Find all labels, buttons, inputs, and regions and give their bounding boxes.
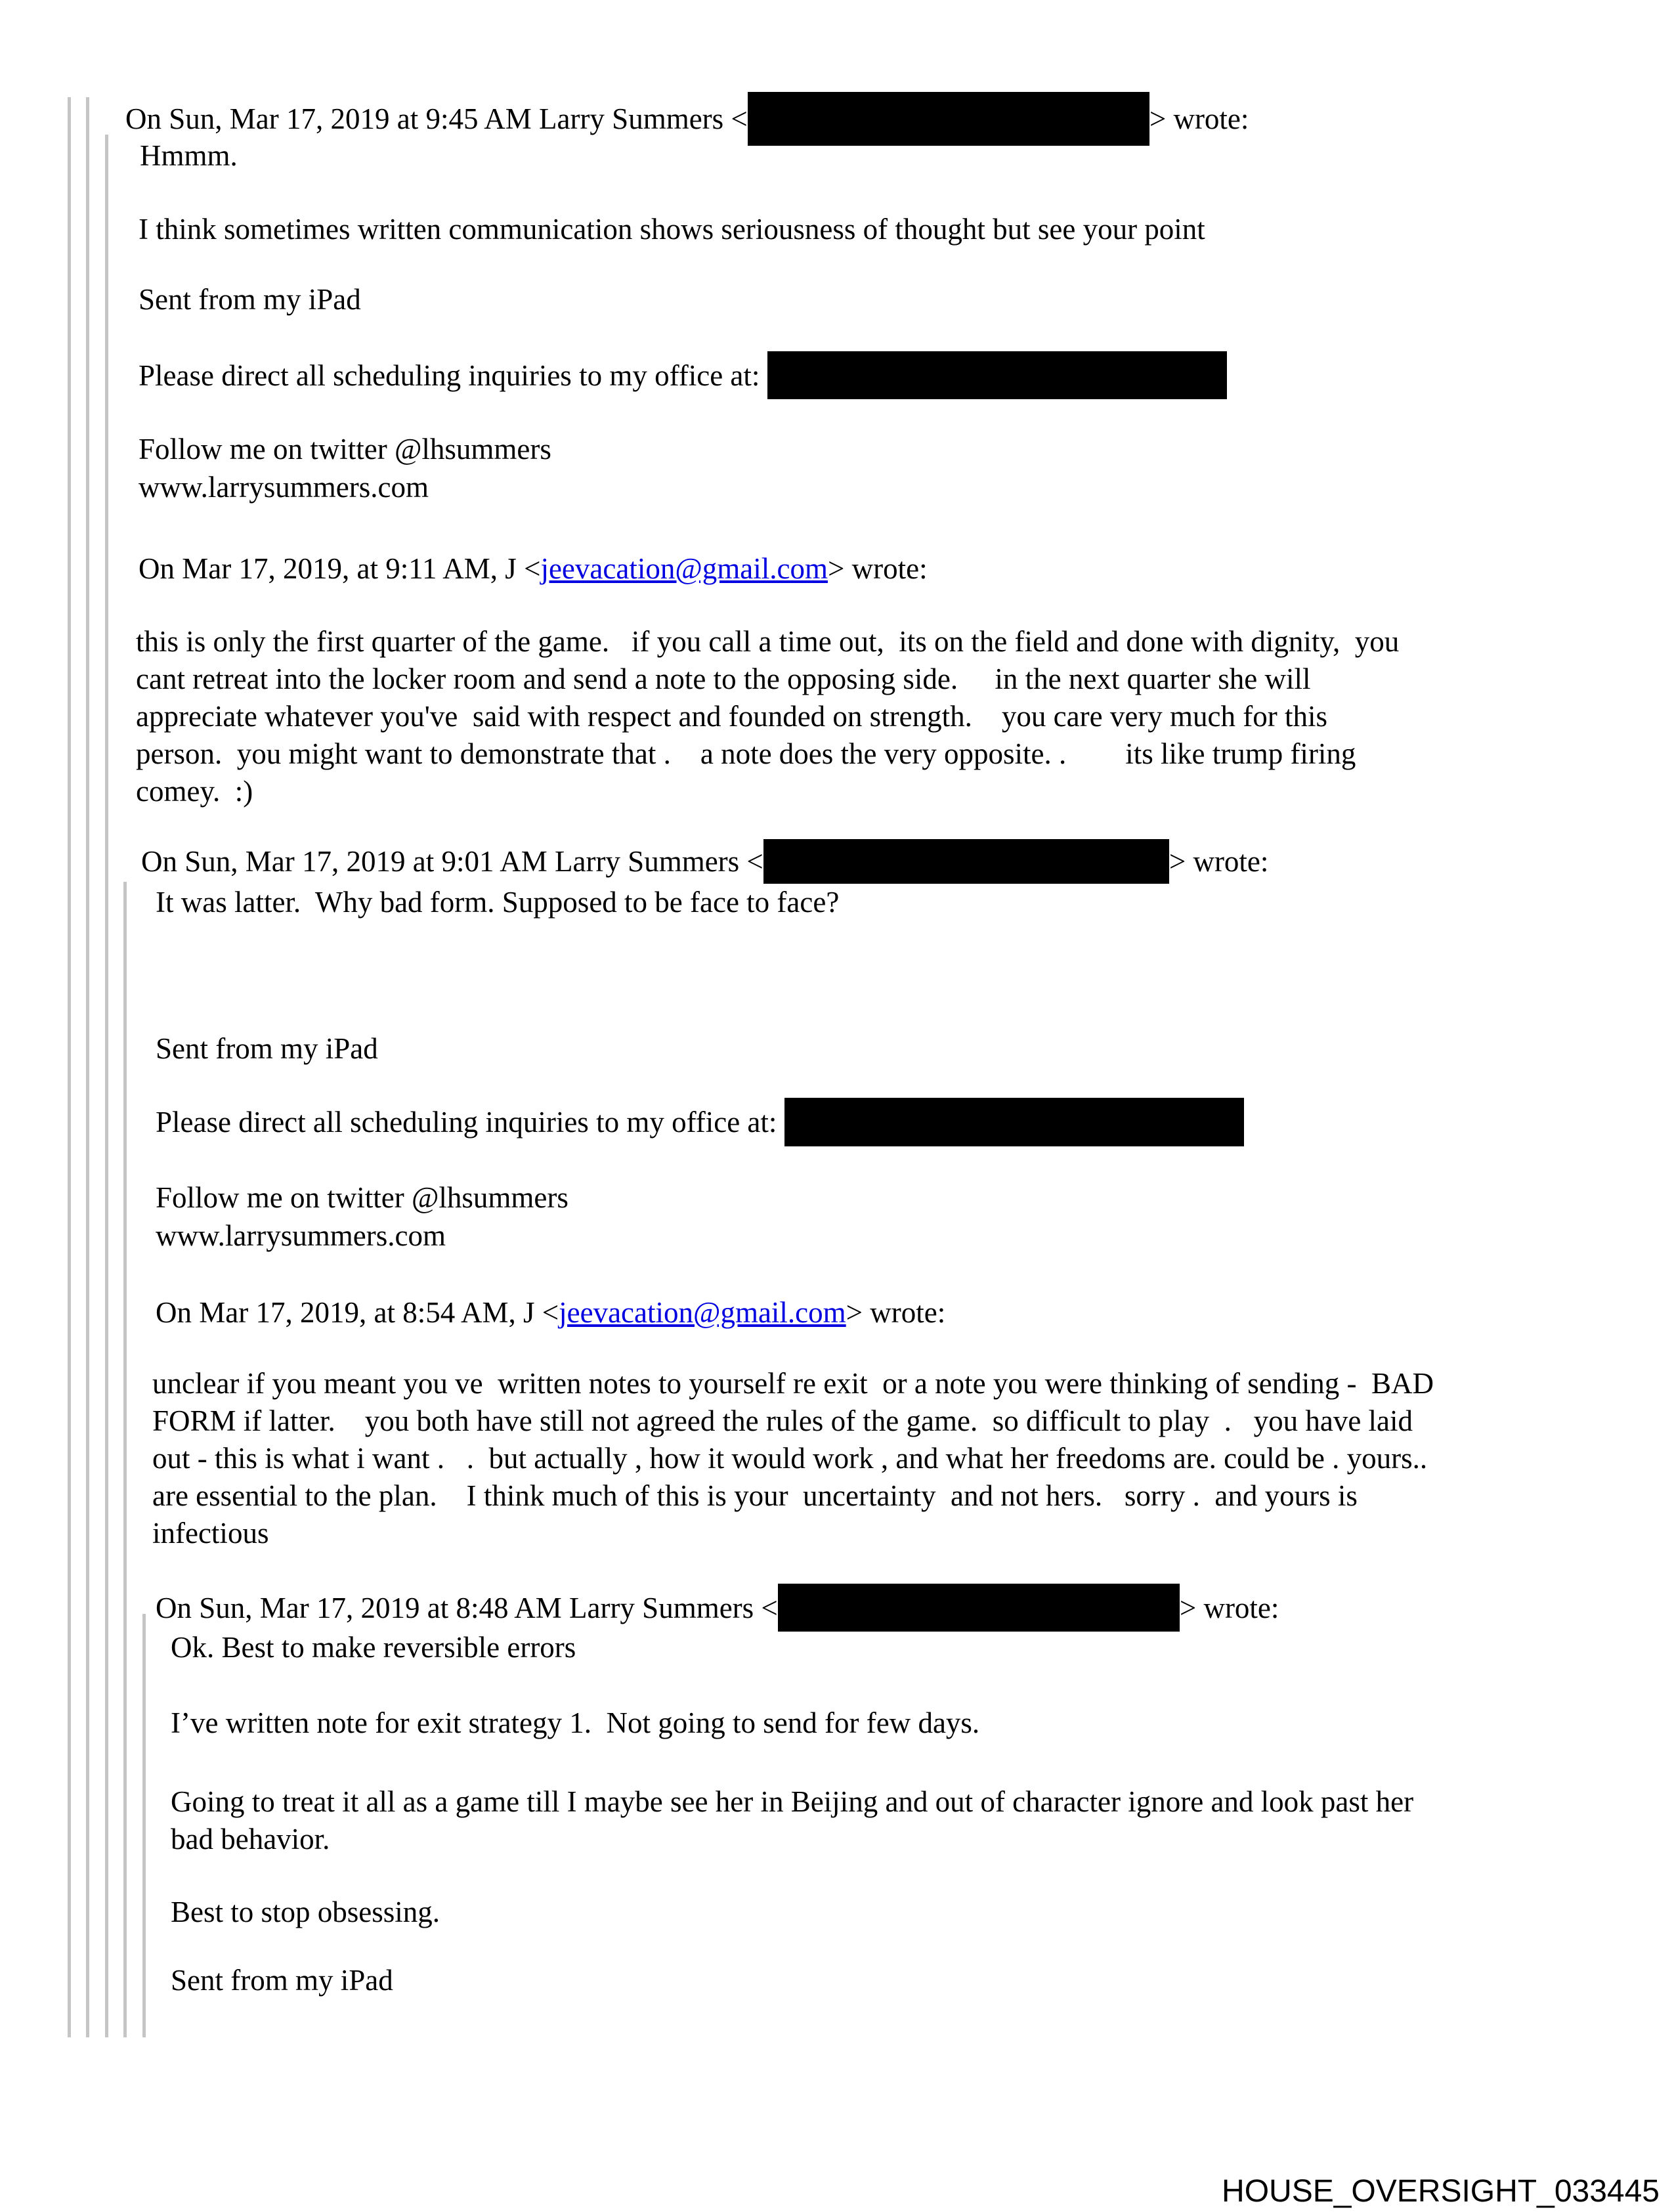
redaction-box-office-phone-1 [767, 351, 1227, 399]
email-header-854 [156, 1294, 945, 1332]
message-line-exit-strategy: I’ve written note for exit strategy 1. Not going to send for few days. [171, 1706, 980, 1739]
message-line-game: bad behavior. [171, 1823, 330, 1855]
redaction-box-sender-945 [748, 92, 1149, 146]
j854-paragraph-line: unclear if you meant you ve written notes to yourself re exit or a note you were thinking of sending - BAD [152, 1367, 1434, 1400]
signature-website-1: www.larrysummers.com [139, 471, 429, 504]
j911-paragraph-line: person. you might want to demonstrate that . a note does the very opposite. . its like trump firing [136, 737, 1356, 770]
quote-bar-level-2 [86, 97, 89, 2037]
email-link-jeevacation-2[interactable]: jeevacation@gmail.com [559, 1296, 846, 1329]
quote-bar-level-4 [123, 882, 127, 2037]
redaction-box-sender-848 [778, 1584, 1180, 1632]
email-header-848-suffix: > wrote: [1179, 1591, 1279, 1624]
email-link-jeevacation-1[interactable]: jeevacation@gmail.com [540, 552, 828, 585]
redaction-box-office-phone-2 [784, 1098, 1244, 1146]
j854-paragraph-line: FORM if latter. you both have still not agreed the rules of the game. so difficult to play . you have laid [152, 1404, 1413, 1437]
message-line-it-was-latter: It was latter. Why bad form. Supposed to be face to face? [156, 886, 840, 919]
email-header-911 [139, 550, 928, 588]
email-header-901 [141, 839, 1268, 884]
email-header-848-prefix: On Sun, Mar 17, 2019 at 8:48 AM Larry Summers < [156, 1591, 778, 1624]
scheduling-text-2: Please direct all scheduling inquiries to my office at: [156, 1106, 784, 1139]
j854-paragraph-line: infectious [152, 1517, 269, 1550]
message-line-obsessing: Best to stop obsessing. [171, 1896, 440, 1928]
signature-sent-from-ipad-3: Sent from my iPad [171, 1964, 393, 1997]
email-header-901-suffix: > wrote: [1169, 845, 1269, 878]
j911-paragraph-line: this is only the first quarter of the game. if you call a time out, its on the field and done with dignity, you [136, 625, 1400, 658]
signature-website-2: www.larrysummers.com [156, 1219, 446, 1252]
j854-paragraph-line: are essential to the plan. I think much of this is your uncertainty and not hers. sorry . and yours is [152, 1479, 1358, 1512]
signature-sent-from-ipad-2: Sent from my iPad [156, 1032, 378, 1065]
email-header-911-prefix: On Mar 17, 2019, at 9:11 AM, J < [139, 552, 541, 585]
scheduling-text-1: Please direct all scheduling inquiries to my office at: [139, 358, 767, 392]
message-line-think: I think sometimes written communication shows seriousness of thought but see your point [139, 213, 1205, 246]
signature-twitter-2: Follow me on twitter @lhsummers [156, 1181, 569, 1214]
email-header-848 [156, 1584, 1279, 1632]
message-line-ok-reversible: Ok. Best to make reversible errors [171, 1631, 576, 1664]
signature-scheduling-line-2 [156, 1098, 1244, 1146]
email-header-945-suffix: > wrote: [1149, 102, 1249, 135]
quote-bar-level-3 [105, 135, 108, 2037]
quote-bar-level-5 [142, 1614, 146, 2037]
email-header-945 [125, 92, 1249, 146]
signature-sent-from-ipad-1: Sent from my iPad [139, 283, 361, 316]
j911-paragraph-line: comey. :) [136, 775, 253, 808]
quote-bar-level-1 [68, 97, 71, 2037]
redaction-box-sender-901 [763, 839, 1169, 884]
email-header-854-prefix: On Mar 17, 2019, at 8:54 AM, J < [156, 1296, 559, 1329]
message-line-game: Going to treat it all as a game till I maybe see her in Beijing and out of character ignore and look past her [171, 1785, 1414, 1818]
email-header-945-prefix: On Sun, Mar 17, 2019 at 9:45 AM Larry Summers < [125, 102, 748, 135]
email-header-901-prefix: On Sun, Mar 17, 2019 at 9:01 AM Larry Summers < [141, 845, 763, 878]
email-header-854-suffix: > wrote: [846, 1296, 946, 1329]
j854-paragraph-line: out - this is what i want . . but actually , how it would work , and what her freedoms are. could be . yours.. [152, 1442, 1428, 1475]
j911-paragraph-line: cant retreat into the locker room and send a note to the opposing side. in the next quarter she will [136, 662, 1311, 695]
j911-paragraph-line: appreciate whatever you've said with respect and founded on strength. you care very much for this [136, 700, 1327, 733]
signature-scheduling-line-1 [139, 351, 1227, 399]
email-header-911-suffix: > wrote: [827, 552, 928, 585]
signature-twitter-1: Follow me on twitter @lhsummers [139, 433, 551, 466]
bates-number: HOUSE_OVERSIGHT_033445 [1222, 2174, 1660, 2209]
message-line-hmmm: Hmmm. [140, 139, 238, 172]
